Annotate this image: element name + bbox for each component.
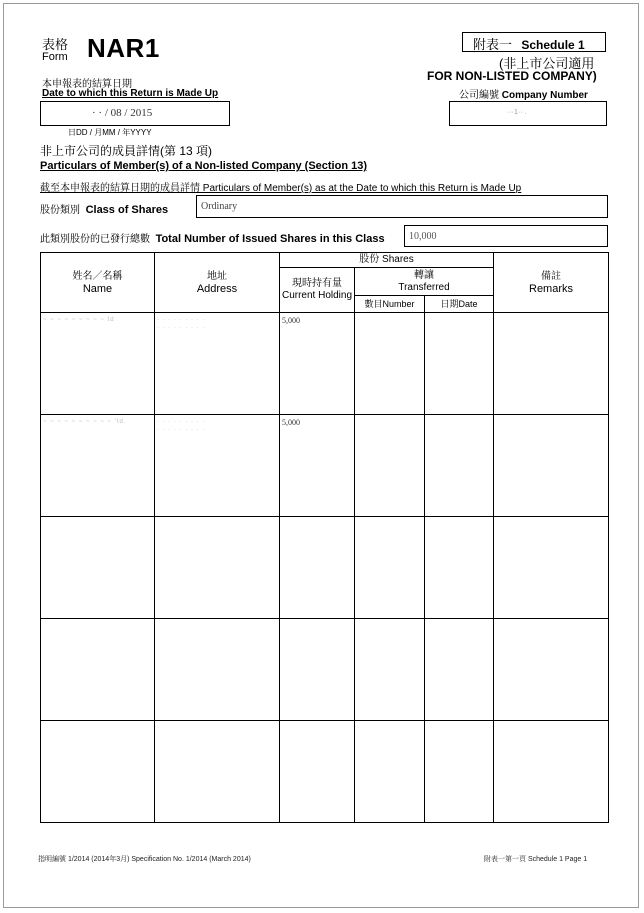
- member-address-cell[interactable]: [155, 517, 280, 619]
- transfer-date-cell[interactable]: [425, 517, 494, 619]
- class-of-shares-label-zh: 股份類別: [40, 205, 80, 216]
- form-code: NAR1: [87, 33, 160, 63]
- remarks-value: [494, 721, 608, 724]
- col-header-name-zh: 姓名／名稱: [72, 270, 123, 282]
- holding-value: 5,000: [282, 316, 300, 325]
- col-header-shares: 股份 Shares: [280, 253, 494, 268]
- transfer-number-cell[interactable]: [355, 517, 425, 619]
- return-date-label-zh: 本申報表的結算日期: [42, 79, 132, 90]
- transfer-date-value: [425, 313, 493, 316]
- return-date-format-hint: 日DD / 月MM / 年YYYY: [68, 128, 152, 137]
- member-name: [41, 619, 154, 622]
- transfer-date-value: [425, 517, 493, 520]
- col-header-remarks-en: Remarks: [529, 282, 574, 295]
- remarks-cell[interactable]: [494, 313, 609, 415]
- remarks-value: [494, 415, 608, 418]
- schedule-box: [462, 32, 606, 52]
- member-address-line: · · · · · · · · ·: [157, 325, 206, 331]
- form-label-zh: 表格: [42, 37, 69, 52]
- transfer-number-cell[interactable]: [355, 415, 425, 517]
- company-number-label-zh: 公司編號: [459, 90, 499, 101]
- transfer-number-value: [355, 619, 424, 622]
- table-row: [41, 517, 609, 619]
- member-name: ~ ~ ~ ~ ~ ~ ~ ~ ~ td: [43, 317, 115, 323]
- transfer-date-cell[interactable]: [425, 721, 494, 823]
- nonlisted-en: FOR NON-LISTED COMPANY): [427, 69, 597, 83]
- member-name: ~ ~ ~ ~ ~ ~ ~ ~ ~ ~ 'td.: [43, 419, 127, 425]
- transfer-number-value: [355, 313, 424, 316]
- remarks-value: [494, 517, 608, 520]
- transfer-number-cell[interactable]: [355, 313, 425, 415]
- transfer-date-value: [425, 721, 493, 724]
- col-header-address-en: Address: [196, 282, 238, 295]
- remarks-cell[interactable]: [494, 721, 609, 823]
- holding-cell[interactable]: [280, 313, 355, 415]
- member-address-cell[interactable]: [155, 619, 280, 721]
- member-address-cell[interactable]: [155, 721, 280, 823]
- col-header-name: [41, 253, 155, 313]
- holding-value: [280, 619, 354, 622]
- transfer-date-cell[interactable]: [425, 415, 494, 517]
- member-name-cell[interactable]: [41, 415, 155, 517]
- member-name-cell[interactable]: [41, 313, 155, 415]
- member-address: · · · · · · · · ·: [157, 317, 206, 323]
- section-title-en: Particulars of Member(s) of a Non-listed Company (Section 13): [40, 160, 368, 172]
- footer-specification: 指明編號 1/2014 (2014年3月) Specification No. 1/2014 (March 2014): [38, 856, 251, 863]
- member-name-cell[interactable]: [41, 619, 155, 721]
- col-header-transferred: [355, 268, 494, 296]
- transfer-number-value: [355, 721, 424, 724]
- holding-value: [280, 517, 354, 520]
- holding-cell[interactable]: [280, 517, 355, 619]
- remarks-value: [494, 619, 608, 622]
- company-number-label-en: Company Number: [501, 90, 588, 101]
- holding-cell[interactable]: [280, 415, 355, 517]
- col-header-transferred-en: Transferred: [398, 281, 450, 293]
- section-title-zh: 非上市公司的成員詳情(第 13 項): [40, 144, 213, 158]
- total-issued-label: [40, 230, 385, 245]
- member-name: [41, 721, 154, 724]
- members-table: [40, 252, 609, 823]
- transfer-number-value: [355, 415, 424, 418]
- member-address: [155, 721, 279, 724]
- col-header-transferred-zh: 轉讓: [414, 269, 434, 281]
- company-number-value: ···1·· .: [507, 109, 527, 116]
- col-header-remarks-zh: 備註: [541, 270, 562, 282]
- col-header-address: [155, 253, 280, 313]
- col-header-current: [280, 268, 355, 313]
- transfer-date-value: [425, 415, 493, 418]
- table-row: [41, 313, 609, 415]
- footer-page-number: 附表一第一頁 Schedule 1 Page 1: [484, 856, 588, 863]
- col-header-current-en: Current Holding: [281, 290, 353, 301]
- col-header-current-zh: 現時持有量: [292, 278, 342, 289]
- return-date-label-en: Date to which this Return is Made Up: [42, 88, 219, 99]
- schedule-en: Schedule 1: [521, 38, 585, 52]
- class-of-shares-label-en: Class of Shares: [85, 204, 169, 216]
- remarks-value: [494, 313, 608, 316]
- table-row: [41, 619, 609, 721]
- class-of-shares-label: [40, 201, 168, 216]
- col-header-date: 日期Date: [425, 296, 494, 313]
- member-address: [155, 517, 279, 520]
- form-label-en: Form: [42, 51, 68, 63]
- holding-value: [280, 721, 354, 724]
- member-name-cell[interactable]: [41, 517, 155, 619]
- col-header-remarks: [494, 253, 609, 313]
- member-address: [155, 619, 279, 622]
- total-issued-field[interactable]: 10,000: [404, 225, 608, 247]
- company-number-field[interactable]: [449, 101, 607, 126]
- total-issued-label-en: Total Number of Issued Shares in this Class: [155, 233, 385, 245]
- transfer-date-cell[interactable]: [425, 313, 494, 415]
- return-date-value: · · / 08 / 2015: [92, 107, 153, 119]
- nonlisted-zh: (非上市公司適用: [499, 56, 595, 71]
- member-address-cell[interactable]: [155, 415, 280, 517]
- remarks-cell[interactable]: [494, 415, 609, 517]
- company-number-label: [459, 86, 588, 101]
- col-header-address-zh: 地址: [207, 270, 227, 282]
- member-address-cell[interactable]: [155, 313, 280, 415]
- member-name: [41, 517, 154, 520]
- remarks-cell[interactable]: [494, 517, 609, 619]
- transfer-date-value: [425, 619, 493, 622]
- transfer-date-cell[interactable]: [425, 619, 494, 721]
- table-row: [41, 415, 609, 517]
- table-row: [41, 721, 609, 823]
- transfer-number-cell[interactable]: [355, 619, 425, 721]
- holding-cell[interactable]: [280, 721, 355, 823]
- total-issued-label-zh: 此類別股份的已發行總數: [40, 234, 150, 245]
- transfer-number-value: [355, 517, 424, 520]
- schedule-zh: 附表一: [473, 37, 513, 52]
- holding-cell[interactable]: [280, 619, 355, 721]
- remarks-cell[interactable]: [494, 619, 609, 721]
- transfer-number-cell[interactable]: [355, 721, 425, 823]
- member-address: · · · · · · · · ·: [157, 419, 206, 425]
- section-as-at-note: 截至本申報表的結算日期的成員詳情 Particulars of Member(s) as at the Date to which this Return is Made Up: [40, 183, 522, 194]
- col-header-name-en: Name: [82, 282, 113, 295]
- holding-value: 5,000: [282, 418, 300, 427]
- member-address-line: · · · · · · · · ·: [157, 427, 206, 433]
- class-of-shares-field[interactable]: Ordinary: [196, 195, 608, 218]
- member-name-cell[interactable]: [41, 721, 155, 823]
- col-header-number: 數目Number: [355, 296, 425, 313]
